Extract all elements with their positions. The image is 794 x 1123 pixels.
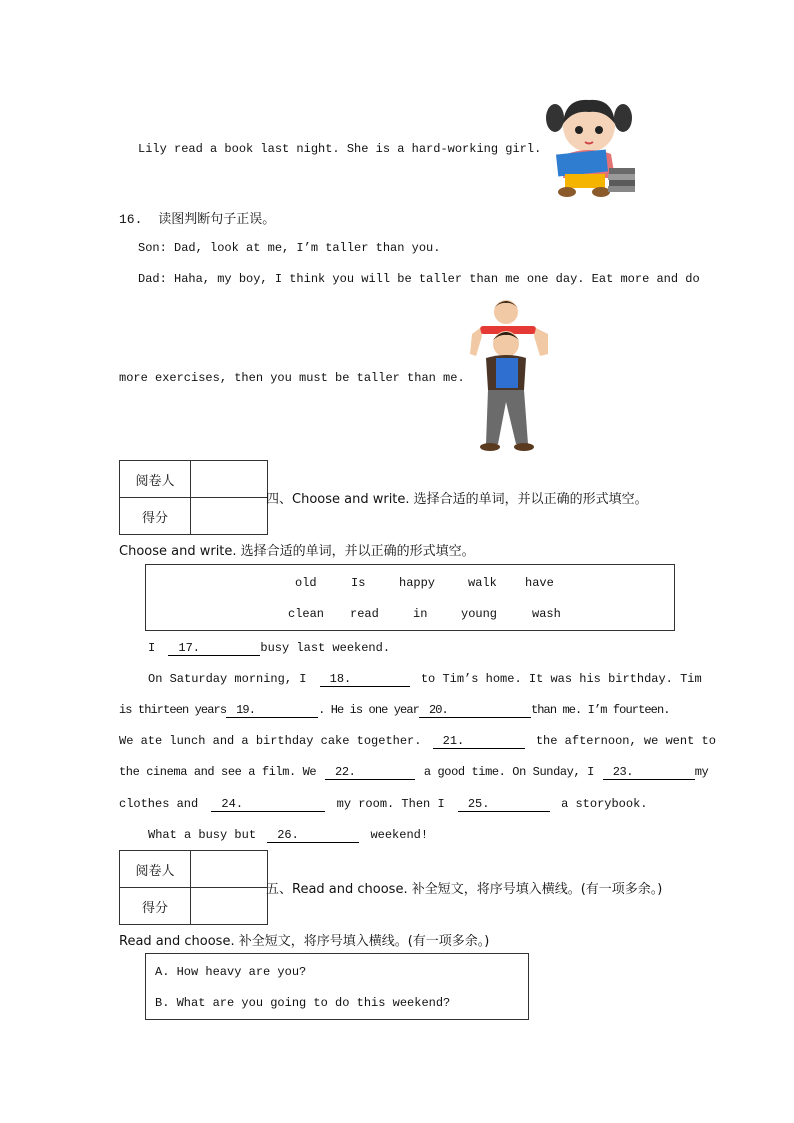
blank-20[interactable]: 20. — [419, 703, 531, 718]
text: my — [694, 765, 709, 779]
son-line: Son: Dad, look at me, I’m taller than you. — [138, 241, 441, 255]
question-16-heading — [119, 208, 275, 227]
word-bank-item: have — [525, 576, 554, 590]
text: On Saturday morning, I — [148, 672, 307, 686]
word-bank-item: wash — [532, 607, 561, 621]
text: my room. Then I — [336, 797, 445, 811]
text: I — [148, 641, 156, 655]
passage-line-6 — [119, 797, 647, 812]
word-bank-item: walk — [468, 576, 497, 590]
blank-23[interactable]: 23. — [603, 765, 695, 780]
text: What a busy but — [148, 828, 257, 842]
section-5-instruction: Read and choose. 补全短文，将序号填入横线。(有一项多余。) — [119, 934, 490, 949]
text: to Tim’s home. It was his birthday. Tim — [420, 672, 702, 686]
text: a good time. On Sunday, I — [423, 765, 594, 779]
text: a storybook. — [561, 797, 648, 811]
score-table-section-5 — [119, 850, 268, 925]
passage-line-4 — [119, 734, 716, 749]
grader-field[interactable] — [191, 851, 268, 888]
girl-reading-illustration — [545, 96, 640, 198]
section-4-instruction: Choose and write. 选择合适的单词，并以正确的形式填空。 — [119, 544, 475, 559]
option-a: A. How heavy are you? — [155, 965, 307, 979]
score-field[interactable] — [191, 888, 268, 925]
text: busy last weekend. — [260, 641, 391, 655]
word-bank-item: in — [413, 607, 428, 621]
text: . He is one year — [318, 703, 419, 717]
text: clothes and — [119, 797, 199, 811]
passage-line-2 — [148, 672, 702, 687]
passage-line-3 — [119, 703, 670, 718]
blank-17[interactable]: 17. — [168, 641, 260, 656]
blank-24[interactable]: 24. — [211, 797, 325, 812]
text: the afternoon, we went to — [535, 734, 716, 748]
grader-label: 阅卷人 — [120, 851, 191, 888]
option-b: B. What are you going to do this weekend? — [155, 996, 451, 1010]
dad-line-2: more exercises, then you must be taller than me. — [119, 371, 465, 385]
intro-sentence: Lily read a book last night. She is a hard-working girl. — [138, 142, 542, 156]
grader-label: 阅卷人 — [120, 461, 191, 498]
score-label: 得分 — [120, 498, 191, 535]
word-bank-item: happy — [399, 576, 436, 590]
text: is thirteen years — [119, 703, 227, 717]
text: the cinema and see a film. We — [119, 765, 317, 779]
word-bank — [145, 564, 675, 631]
word-bank-item: Is — [351, 576, 366, 590]
word-bank-item: clean — [288, 607, 325, 621]
text: than me. I’m fourteen. — [530, 703, 670, 717]
options-box — [145, 953, 529, 1020]
blank-26[interactable]: 26. — [267, 828, 359, 843]
text: weekend! — [370, 828, 429, 842]
score-table-section-4 — [119, 460, 268, 535]
blank-19[interactable]: 19. — [226, 703, 318, 718]
question-prompt: 读图判断句子正误。 — [158, 212, 276, 227]
score-field[interactable] — [191, 498, 268, 535]
blank-21[interactable]: 21. — [433, 734, 525, 749]
passage-line-1 — [148, 641, 390, 656]
word-bank-item: young — [461, 607, 498, 621]
word-bank-item: old — [295, 576, 317, 590]
text: We ate lunch and a birthday cake together. — [119, 734, 422, 748]
grader-field[interactable] — [191, 461, 268, 498]
word-bank-item: read — [350, 607, 379, 621]
dad-line-1: Dad: Haha, my boy, I think you will be taller than me one day. Eat more and do — [138, 272, 700, 286]
father-son-illustration — [468, 294, 552, 454]
passage-line-7 — [148, 828, 428, 843]
blank-22[interactable]: 22. — [325, 765, 415, 780]
passage-line-5 — [119, 765, 708, 780]
question-number: 16. — [119, 212, 143, 227]
score-label: 得分 — [120, 888, 191, 925]
blank-18[interactable]: 18. — [320, 672, 410, 687]
section-5-heading: 五、Read and choose. 补全短文，将序号填入横线。(有一项多余。) — [266, 882, 663, 897]
blank-25[interactable]: 25. — [458, 797, 550, 812]
section-4-heading: 四、Choose and write. 选择合适的单词，并以正确的形式填空。 — [266, 492, 648, 507]
